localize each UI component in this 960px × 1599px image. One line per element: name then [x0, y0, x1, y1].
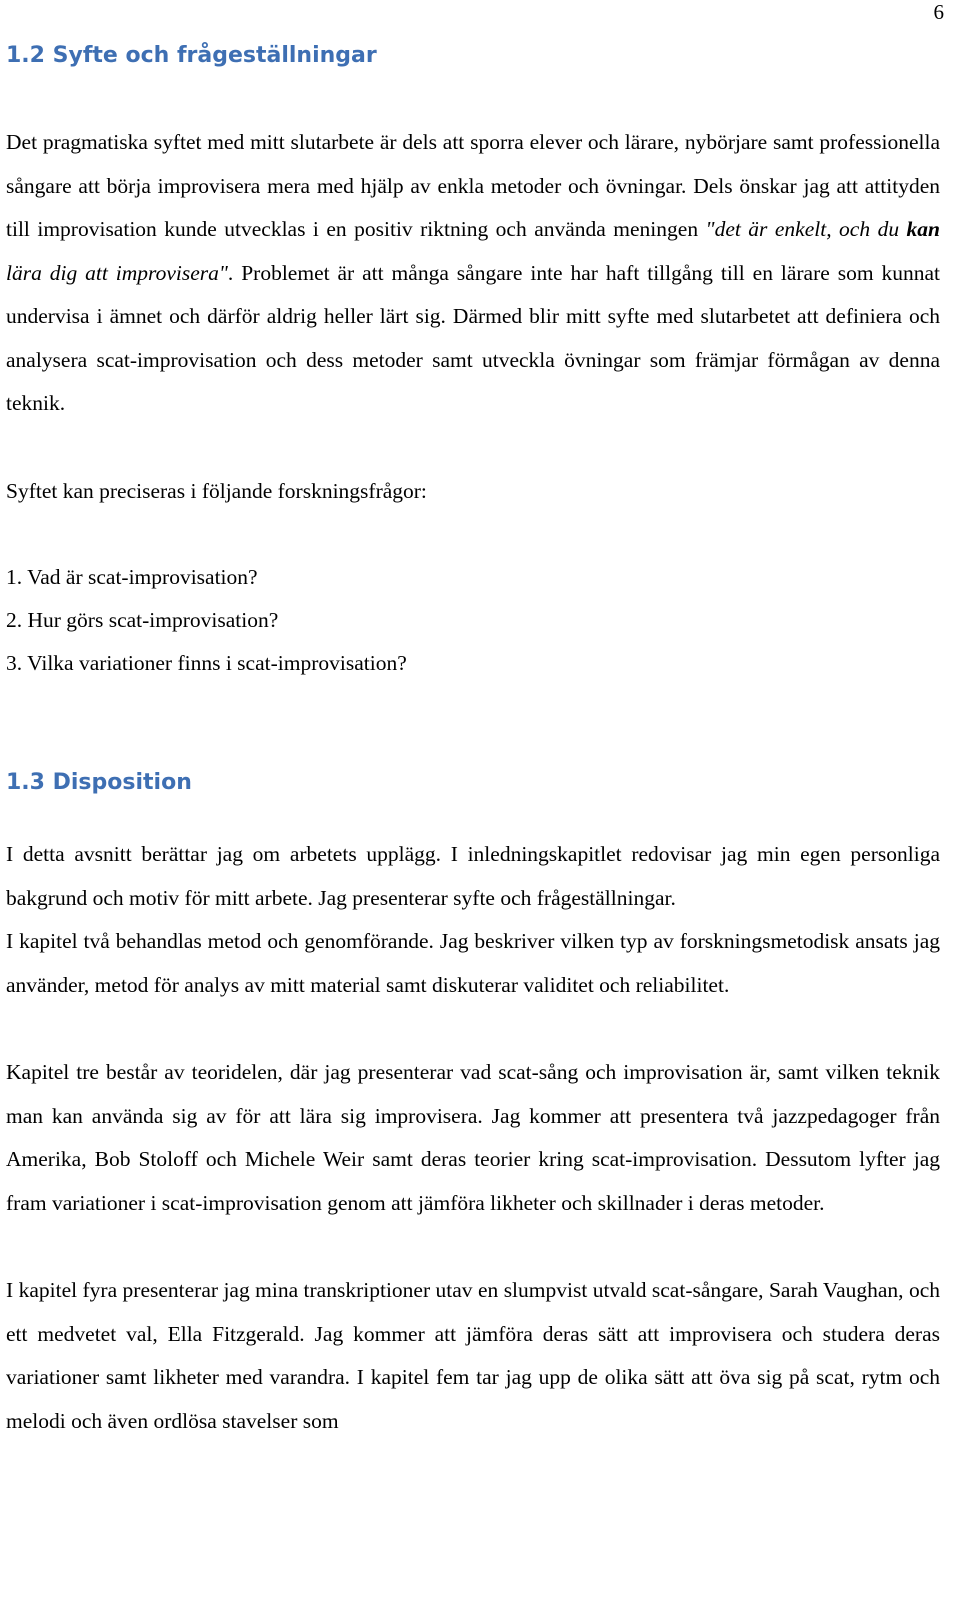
disposition-paragraph-1b: I kapitel två behandlas metod och genomförande. Jag beskriver vilken typ av forskningsmetodisk ansats jag använder, metod för analys av mitt material samt diskuterar validitet och reliabilitet. — [6, 929, 940, 997]
research-questions-list — [6, 556, 940, 685]
section-heading-1-2: 1.2 Syfte och frågeställningar — [6, 43, 377, 68]
page-content — [6, 36, 940, 1443]
disposition-paragraph-1: I detta avsnitt berättar jag om arbetets upplägg. I inledningskapitlet redovisar jag min egen personliga bakgrund och motiv för mitt arbete. Jag presenterar syfte och frågeställningar. — [6, 842, 940, 910]
page-number: 6 — [933, 0, 944, 24]
section-heading-1-3: 1.3 Disposition — [6, 770, 192, 795]
purpose-quote-bold: kan — [906, 217, 941, 241]
research-question: 3. Vilka variationer finns i scat-improvisation? — [6, 651, 407, 675]
questions-intro: Syftet kan preciseras i följande forskningsfrågor: — [6, 478, 427, 503]
disposition-paragraph-3: I kapitel fyra presenterar jag mina transkriptioner utav en slumpvist utvald scat-sångare, Sarah Vaughan, och ett medvetet val, Ella Fitzgerald. Jag kommer att jämföra deras sätt att improvisera och studera deras variationer samt likheter med varandra. I kapitel fem tar jag upp de olika sätt att öva sig på scat, rytm och melodi och även ordlösa stavelser som — [6, 1278, 940, 1433]
research-question: 2. Hur görs scat-improvisation? — [6, 608, 279, 632]
research-question: 1. Vad är scat-improvisation? — [6, 565, 258, 589]
purpose-paragraph — [6, 121, 940, 426]
disposition-paragraph-2: Kapitel tre består av teoridelen, där jag presenterar vad scat-sång och improvisation är, samt vilken teknik man kan använda sig av för att lära sig improvisera. Jag kommer att presentera två jazzpedagoger från Amerika, Bob Stoloff och Michele Weir samt deras teorier kring scat-improvisation. Dessutom lyfter jag fram variationer i scat-improvisation genom att jämföra likheter och skillnader i deras metoder. — [6, 1060, 940, 1215]
purpose-quote: "det är enkelt, och du kan lära dig att improvisera" — [6, 217, 941, 285]
purpose-text-a: Det pragmatiska syftet med mitt slutarbete är dels att sporra elever och lärare, nybörjare samt professionella sångare att börja improvisera mera med hjälp av enkla metoder och övningar. Dels önskar jag att attityden till improvisation kunde utvecklas i en positiv riktning och använda meningen — [6, 130, 940, 241]
purpose-text-b: . Problemet är att många sångare inte har haft tillgång till en lärare som kunnat undervisa i ämnet och därför aldrig heller lärt sig. Därmed blir mitt syfte med slutarbetet att definiera och analysera scat-improvisation och dess metoder samt utveckla övningar som främjar förmågan av denna teknik. — [6, 260, 940, 415]
